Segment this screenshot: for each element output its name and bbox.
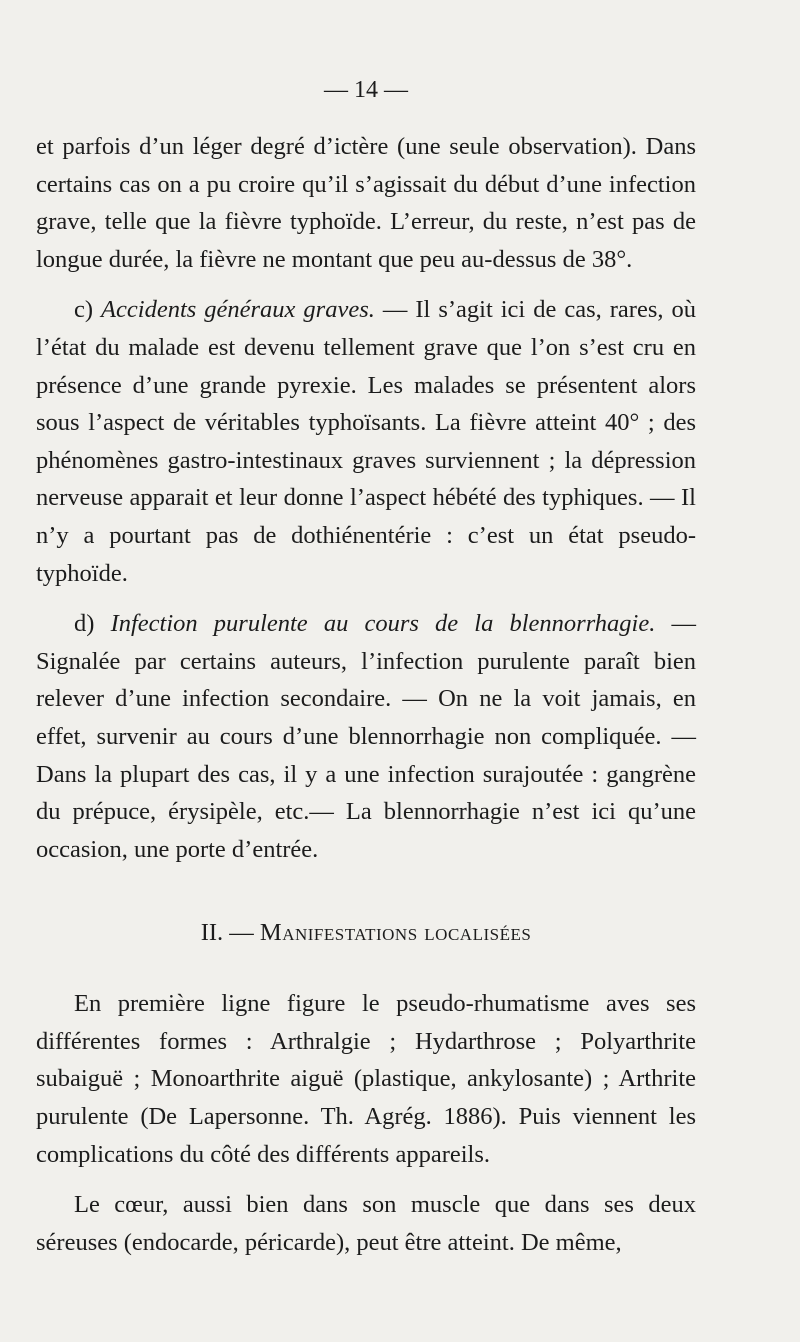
- book-page: [36, 72, 696, 1261]
- page-number: — 14 —: [324, 77, 408, 103]
- paragraph-pseudo-rhumatisme: En première ligne figure le pseudo-rhumatisme aves ses différentes formes : Arthralgie ; Hydarthrose ; Polyarthrite subaiguë ; Monoarthrite aiguë (plastique, ankylosante) ; Arthrite purulente (De Lapersonne. Th. Agrég. 1886). Puis viennent les complications du côté des différents appareils.: [36, 990, 696, 1168]
- subsection-d-title: Infection purulente au cours de la blennorrhagie.: [110, 610, 656, 638]
- paragraph-coeur: Le cœur, aussi bien dans son muscle que dans ses deux séreuses (endocarde, péricarde), peut être atteint. De même,: [36, 1191, 696, 1256]
- subsection-c-label: c): [74, 296, 94, 324]
- subsection-d-text: — Signalée par certains auteurs, l’infection purulente paraît bien relever d’une infection secondaire. — On ne la voit jamais, en effet, survenir au cours d’une blennorrhagie non compliquée. — Dans la plupart des cas, il y a une infection surajoutée : gangrène du prépuce, érysipèle, etc.— La blennorrhagie n’est ici qu’une occasion, une porte d’entrée.: [36, 610, 696, 863]
- section-number: II.: [200, 919, 224, 947]
- subsection-c: [36, 291, 696, 592]
- subsection-c-title: Accidents généraux graves.: [101, 296, 375, 324]
- section-dash: —: [229, 919, 254, 947]
- subsection-d-label: d): [74, 610, 95, 638]
- paragraph-1: et parfois d’un léger degré d’ictère (une seule observation). Dans certains cas on a pu croire qu’il s’agissait du début d’une infection grave, telle que la fièvre typhoïde. L’erreur, du reste, n’est pas de longue durée, la fièvre ne montant que peu au-dessus de 38°.: [36, 133, 696, 273]
- section-title: Manifestations localisées: [259, 919, 532, 947]
- subsection-c-text: — Il s’agit ici de cas, rares, où l’état du malade est devenu tellement grave que l’on s’est cru en présence d’une grande pyrexie. Les malades se présentent alors sous l’aspect de véritables typhoïsants. La fièvre atteint 40° ; des phénomènes gastro-intestinaux graves surviennent ; la dépression nerveuse apparait et leur donne l’aspect hébété des typhiques. — Il n’y a pourtant pas de dothiénentérie : c’est un état pseudo-typhoïde.: [36, 296, 696, 587]
- section-heading: [36, 914, 696, 951]
- subsection-d: [36, 605, 696, 868]
